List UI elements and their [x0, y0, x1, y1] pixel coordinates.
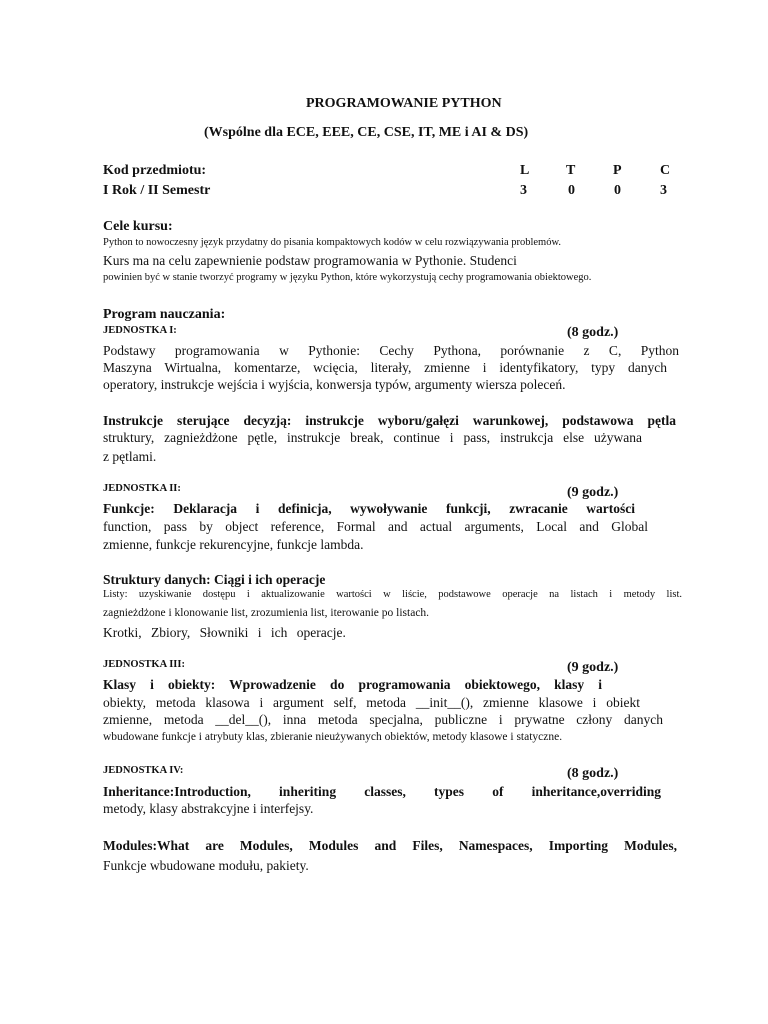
unit-3-text-line: Klasy i obiekty: Wprowadzenie do programowania obiektowego, klasy i [103, 677, 602, 692]
value-t: 0 [568, 183, 575, 198]
unit-1-label: JEDNOSTKA I: [103, 325, 177, 336]
col-header-t: T [566, 163, 576, 178]
unit-4-text-line: Modules:What are Modules, Modules and Files, Namespaces, Importing Modules, [103, 838, 677, 853]
col-header-l: L [520, 163, 530, 178]
course-code-label: Kod przedmiotu: [103, 163, 207, 178]
objectives-line-2: Kurs ma na celu zapewnienie podstaw programowania w Pythonie. Studenci [103, 253, 517, 268]
page-subtitle: (Wspólne dla ECE, EEE, CE, CSE, IT, ME i AI & DS) [204, 125, 529, 140]
unit-4-text-line: Inheritance:Introduction, inheriting classes, types of inheritance,overriding [103, 784, 661, 799]
objectives-line-1: Python to nowoczesny język przydatny do pisania kompaktowych kodów w celu rozwiązywania problemów. [103, 237, 561, 248]
unit-3-text-line: zmienne, metoda __del__(), inna metoda specjalna, publiczne i prywatne człony danych [103, 712, 663, 727]
unit-2-text-line: Krotki, Zbiory, Słowniki i ich operacje. [103, 625, 346, 640]
unit-2-hours: (9 godz.) [567, 485, 619, 500]
unit-2-text-line: function, pass by object reference, Formal and actual arguments, Local and Global [103, 519, 648, 534]
year-semester-label: I Rok / II Semestr [103, 183, 211, 198]
objectives-heading: Cele kursu: [103, 219, 173, 234]
unit-4-hours: (8 godz.) [567, 766, 619, 781]
value-c: 3 [660, 183, 667, 198]
unit-2-text-line: Struktury danych: Ciągi i ich operacje [103, 572, 326, 587]
page-title: PROGRAMOWANIE PYTHON [306, 96, 502, 111]
value-p: 0 [614, 183, 621, 198]
unit-4-label: JEDNOSTKA IV: [103, 765, 184, 776]
unit-3-hours: (9 godz.) [567, 660, 619, 675]
col-header-c: C [660, 163, 671, 178]
unit-1-text-line: Instrukcje sterujące decyzją: instrukcje wyboru/gałęzi warunkowej, podstawowa pętla [103, 413, 676, 428]
unit-1-text-line: struktury, zagnieżdżone pętle, instrukcje break, continue i pass, instrukcja else używana [103, 430, 642, 445]
col-header-p: P [613, 163, 622, 178]
unit-1-text-line: Podstawy programowania w Pythonie: Cechy Pythona, porównanie z C, Python [103, 343, 679, 358]
unit-3-text-line: obiekty, metoda klasowa i argument self, metoda __init__(), zmienne klasowe i obiekt [103, 695, 640, 710]
unit-2-label: JEDNOSTKA II: [103, 483, 181, 494]
unit-4-text-line: Funkcje wbudowane modułu, pakiety. [103, 858, 309, 873]
unit-3-label: JEDNOSTKA III: [103, 659, 185, 670]
objectives-line-3: powinien być w stanie tworzyć programy w języku Python, które wykorzystują cechy programowania obiektowego. [103, 272, 592, 283]
unit-2-text-line: zmienne, funkcje rekurencyjne, funkcje lambda. [103, 537, 364, 552]
unit-2-text-line: Listy: uzyskiwanie dostępu i aktualizowanie wartości w liście, podstawowe operacje na listach i metody list. [103, 589, 682, 600]
unit-1-text-line: z pętlami. [103, 449, 157, 464]
unit-1-text-line: operatory, instrukcje wejścia i wyjścia, konwersja typów, argumenty wiersza poleceń. [103, 377, 566, 392]
unit-1-text-line: Maszyna Wirtualna, komentarze, wcięcia, literały, zmienne i identyfikatory, typy danych [103, 360, 667, 375]
syllabus-heading: Program nauczania: [103, 307, 226, 322]
value-l: 3 [520, 183, 527, 198]
unit-2-text-line: zagnieżdżone i klonowanie list, zrozumienia list, iterowanie po listach. [103, 607, 430, 619]
unit-4-text-line: metody, klasy abstrakcyjne i interfejsy. [103, 801, 314, 816]
unit-3-text-line: wbudowane funkcje i atrybuty klas, zbieranie nieużywanych obiektów, metody klasowe i statyczne. [103, 731, 563, 743]
unit-2-text-line: Funkcje: Deklaracja i definicja, wywoływanie funkcji, zwracanie wartości [103, 501, 635, 516]
unit-1-hours: (8 godz.) [567, 325, 619, 340]
